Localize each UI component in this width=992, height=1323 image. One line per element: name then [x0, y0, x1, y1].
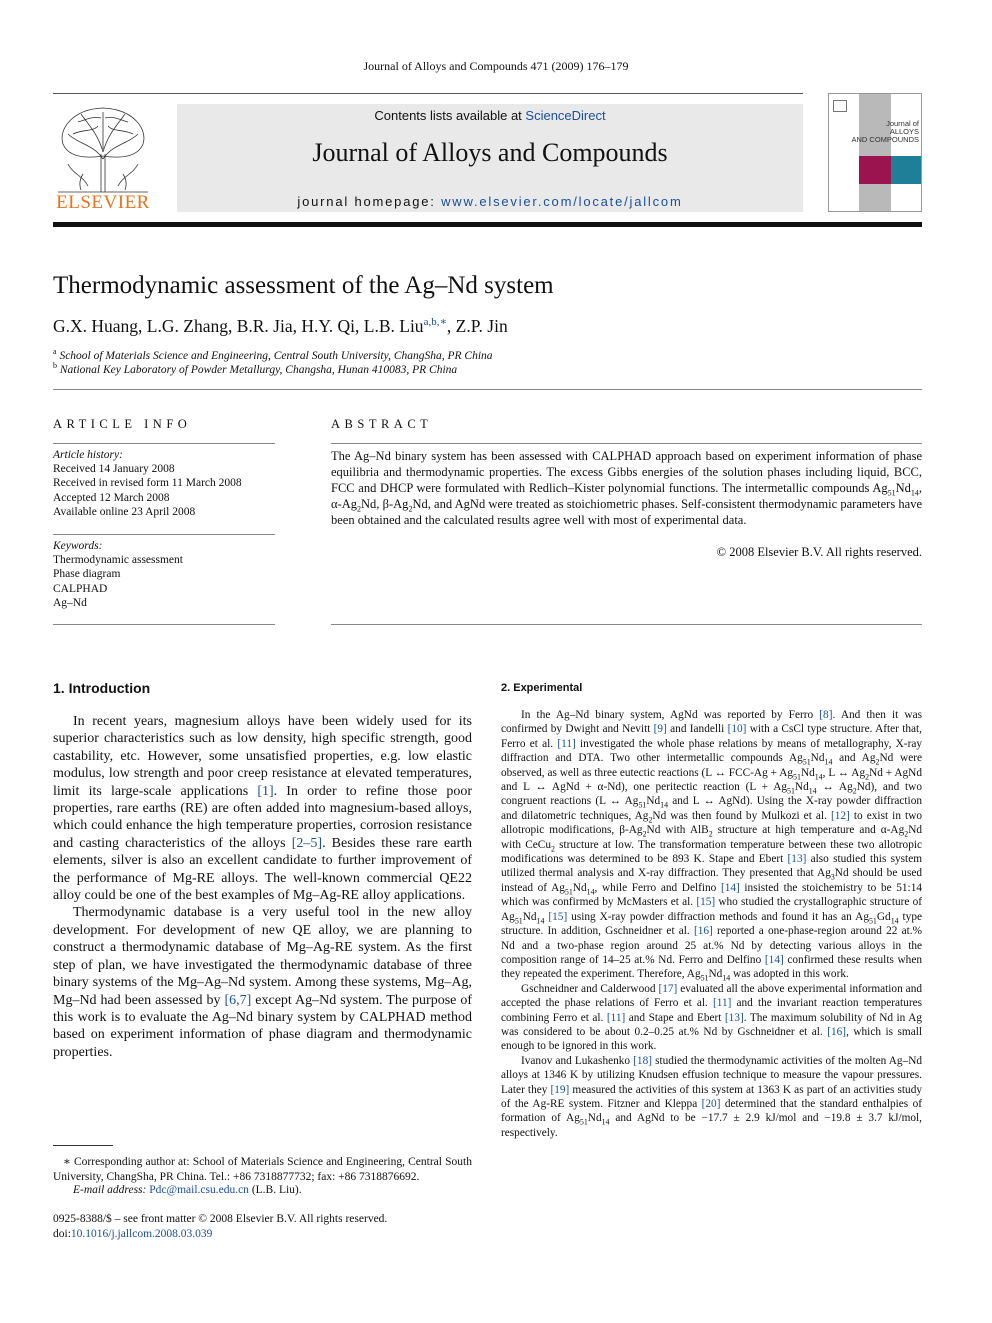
- abstract-rule-bottom: [331, 624, 922, 625]
- info-rule-3: [53, 624, 275, 625]
- journal-title: Journal of Alloys and Compounds: [312, 138, 668, 167]
- contents-line: Contents lists available at ScienceDirect: [374, 108, 606, 123]
- publisher-name: ELSEVIER: [56, 192, 150, 213]
- ref-link[interactable]: [17]: [658, 982, 678, 995]
- ref-link[interactable]: [19]: [550, 1083, 570, 1096]
- article-info-heading: ARTICLE INFO: [53, 417, 192, 431]
- ref-link[interactable]: [14]: [720, 881, 740, 894]
- keywords: Keywords: Thermodynamic assessment Phase diagram CALPHAD Ag–Nd: [53, 539, 275, 610]
- info-rule-1: [53, 443, 275, 444]
- section-heading-experimental: 2. Experimental: [501, 682, 583, 694]
- ref-link[interactable]: [10]: [727, 723, 747, 736]
- abstract-text: The Ag–Nd binary system has been assessed with CALPHAD approach based on experiment information of phase equilibria and thermodynamic properties. The excess Gibbs energies of the solution phases including liquid, BCC, FCC and DHCP were formulated with Redlich–Kister polynomial functions. The intermetallic compounds $Ag_{51}Nd_{14}$, $\alpha-Ag_2Nd$, $\beta-Ag_2Nd$, and AgNd were treated as stoichiometric phases. Self-consistent thermodynamic parameters have been obtained and the calculated results agree well with most of experimental data.: [331, 449, 923, 527]
- ref-link[interactable]: [20]: [701, 1097, 721, 1110]
- sciencedirect-link[interactable]: ScienceDirect: [525, 108, 606, 123]
- info-rule-2: [53, 534, 275, 535]
- keyword-item: Ag–Nd: [53, 596, 87, 609]
- ref-link[interactable]: [1]: [257, 783, 274, 799]
- cover-mini-logo-icon: [833, 100, 847, 112]
- abstract-rule-top: [331, 443, 922, 444]
- cover-magenta-block: [859, 156, 891, 184]
- cover-teal-block: [891, 156, 921, 184]
- ref-link[interactable]: [9]: [653, 723, 667, 736]
- elsevier-logo[interactable]: [53, 104, 153, 214]
- ref-link[interactable]: [2–5]: [291, 835, 323, 851]
- cover-title: Journal of ALLOYS AND COMPOUNDS: [851, 119, 919, 144]
- affiliation-b: $^b$ National Key Laboratory of Powder Metallurgy, Changsha, Hunan 410083, PR China: [53, 361, 458, 376]
- header-thick-rule: [53, 222, 922, 227]
- article-title: Thermodynamic assessment of the Ag–Nd system: [53, 272, 554, 299]
- ref-link[interactable]: [14]: [764, 953, 784, 966]
- introduction-body: [53, 713, 472, 1061]
- header-top-rule: [53, 93, 803, 94]
- ref-link[interactable]: [11]: [606, 1011, 626, 1024]
- ref-link[interactable]: [16]: [827, 1025, 847, 1038]
- history-online: Available online 23 April 2008: [53, 505, 196, 518]
- author-list: G.X. Huang, L.G. Zhang, B.R. Jia, H.Y. Qi, L.B. Liu$^{a,b,∗}$, Z.P. Jin: [53, 315, 508, 336]
- ref-link[interactable]: [11]: [557, 737, 576, 750]
- affiliation-a: $^a$ School of Materials Science and Engineering, Central South University, ChangSha, PR China: [53, 347, 493, 362]
- intro-paragraph-1: In recent years, magnesium alloys have been widely used for its superior characteristics such as low density, high specific strength, good castability, etc. However, some unsatisfied properties, e.g. low elastic modulus, low strength and poor creep resistance at elevated temperatures, limit its large-scale applications [1]. In order to refine those poor properties, rare earths (RE) are often added into magnesium-based alloys, which could enhance the high temperature properties, corrosion resistance and casting characteristics of the alloys [2–5]. Besides these rare earth elements, silver is also an excellent candidate to further improvement of the performance of Mg-RE alloys. The well-known commercial QE22 alloy could be one of the best examples of Mg–Ag-RE alloy applications.: [53, 714, 472, 904]
- homepage-link[interactable]: www.elsevier.com/locate/jallcom: [441, 194, 683, 209]
- front-matter: [53, 1212, 387, 1242]
- email-note: E-mail address: Pdc@mail.csu.edu.cn (L.B. Liu).: [73, 1184, 302, 1196]
- keyword-item: Phase diagram: [53, 568, 121, 581]
- history-revised: Received in revised form 11 March 2008: [53, 477, 242, 490]
- email-link[interactable]: Pdc@mail.csu.edu.cn: [149, 1184, 249, 1196]
- article-history: Article history: Received 14 January 2008 Received in revised form 11 March 2008 Accepted 12 March 2008 Available online 23 April 2008: [53, 448, 275, 519]
- exp-paragraph-2: Gschneidner and Calderwood [17] evaluated all the above experimental information and accepted the phase relations of Ferro et al. [11] and the invariant reaction temperatures combining Ferro et al. [11] and Stape and Ebert [13]. The maximum solubility of Nd in Ag was considered to be about 0.2–0.25 at.% Nd by Gschneidner et al. [16], which is small enough to be ignored in this work.: [501, 982, 923, 1053]
- ref-link[interactable]: [12]: [830, 809, 850, 822]
- ref-link[interactable]: [16]: [693, 925, 713, 938]
- doi-line: doi:10.1016/j.jallcom.2008.03.039: [53, 1228, 213, 1240]
- history-accepted: Accepted 12 March 2008: [53, 491, 170, 504]
- title-bottom-rule: [53, 389, 922, 390]
- keyword-item: Thermodynamic assessment: [53, 554, 183, 567]
- history-received: Received 14 January 2008: [53, 463, 175, 476]
- keyword-item: CALPHAD: [53, 582, 108, 595]
- elsevier-tree-icon: [53, 104, 153, 194]
- doi-link[interactable]: 10.1016/j.jallcom.2008.03.039: [70, 1228, 213, 1240]
- ref-link[interactable]: [15]: [696, 896, 716, 909]
- ref-link[interactable]: [6,7]: [224, 992, 252, 1008]
- intro-paragraph-2: Thermodynamic database is a very useful tool in the new alloy development. For development of new QE alloy, we are planning to construct a thermodynamic database of Mg–Ag-RE system. As the first step of plan, we have investigated the thermodynamic database of three binary systems of the Mg–Ag–Nd system. Among these systems, Mg–Ag, Mg–Nd had been assessed by [6,7] except Ag–Nd system. The purpose of this work is to evaluate the Ag–Nd binary system by CALPHAD method based on experiment information of phase diagram and thermodynamic properties.: [53, 905, 472, 1060]
- ref-link[interactable]: [13]: [787, 853, 807, 866]
- footnote-rule: [53, 1145, 113, 1146]
- ref-link[interactable]: [13]: [724, 1011, 744, 1024]
- abstract-copyright: © 2008 Elsevier B.V. All rights reserved.: [716, 545, 922, 559]
- cover-gray-bottom: [859, 184, 891, 211]
- experimental-body: [501, 708, 922, 1140]
- exp-paragraph-3: Ivanov and Lukashenko [18] studied the thermodynamic activities of the molten Ag–Nd alloys at 1346 K by utilizing Knudsen effusion technique to measure the vapour pressures. Later they [19] measured the activities of this system at 1363 K as part of an activities study of the Ag-RE system. Fitzner and Kleppa [20] determined that the standard enthalpies of formation of $Ag_{51}Nd_{14}$ and AgNd to be −17.7 ± 2.9 kJ/mol and −19.8 ± 3.7 kJ/mol, respectively.: [501, 1054, 922, 1139]
- exp-paragraph-1: In the Ag–Nd binary system, AgNd was reported by Ferro [8]. And then it was confirmed by Dwight and Nevitt [9] and Iandelli [10] with a CsCl type structure. After that, Ferro et al. [11] investigated the whole phase relations by means of metallography, X-ray diffraction and DTA. Two other intermetallic compounds $Ag_{51}Nd_{14}$ and $Ag_2Nd$ were observed, as well as three eutectic reactions (L ↔ $FCC-Ag + Ag_{51}Nd_{14}$, L ↔ $Ag_2Nd$ + AgNd and L ↔ AgNd + α-Nd), one peritectic reaction ($L + Ag_{51}Nd_{14}$ ↔ $Ag_2Nd$), and two congruent reactions (L ↔ $Ag_{51}Nd_{14}$ and L ↔ AgNd). Using the X-ray powder diffraction and dilatometric techniques, $Ag_2Nd$ was then found by Mulkozi et al. [12] to exist in two allotropic modifications, $\beta-Ag_2Nd$ with AlB$_2$ structure at high temperature and $\alpha-Ag_2Nd$ with CeCu$_2$ structure at low. The transformation temperature between these two allotropic modifications was determined to be 893 K. Stape and Ebert [13] also studied this system utilized thermal analysis and X-ray diffraction. They presented that $Ag_3Nd$ should be used instead of $Ag_{51}Nd_{14}$, while Ferro and Delfino [14] insisted the stoichemistry to be 51:14 which was confirmed by McMasters et al. [15] who studied the crystallographic structure of $Ag_{51}Nd_{14}$ [15] using X-ray powder diffraction methods and found it has an $Ag_{51}Gd_{14}$ type structure. In addition, Gschneidner et al. [16] reported a one-phase-region around 22 at.% Nd and a two-phase region around 25 at.% Nd by detecting various alloys in the composition range of 14–25 at.% Nd. Ferro and Delfino [14] confirmed these results when they repeated the experiment. Therefore, $Ag_{51}Nd_{14}$ was adopted in this work.: [501, 709, 923, 983]
- journal-citation: Journal of Alloys and Compounds 471 (2009) 176–179: [363, 59, 629, 73]
- abstract-heading: ABSTRACT: [331, 417, 433, 431]
- journal-homepage: journal homepage: www.elsevier.com/locate/jallcom: [297, 194, 683, 209]
- ref-link[interactable]: [15]: [548, 910, 568, 923]
- issn-line: 0925-8388/$ – see front matter © 2008 Elsevier B.V. All rights reserved.: [53, 1213, 388, 1225]
- journal-cover[interactable]: [828, 93, 922, 212]
- ref-link[interactable]: [18]: [633, 1054, 652, 1067]
- ref-link[interactable]: [8]: [819, 709, 833, 721]
- section-heading-introduction: 1. Introduction: [53, 680, 151, 696]
- journal-banner: [177, 104, 803, 212]
- corresponding-author-note: ∗ Corresponding author at: School of Materials Science and Engineering, Central South University, ChangSha, PR China. Tel.: +86 7318877732; fax: +86 7318876692.: [53, 1156, 472, 1183]
- author-affiliation-marks[interactable]: a,b,∗: [423, 316, 447, 328]
- ref-link[interactable]: [11]: [712, 997, 732, 1010]
